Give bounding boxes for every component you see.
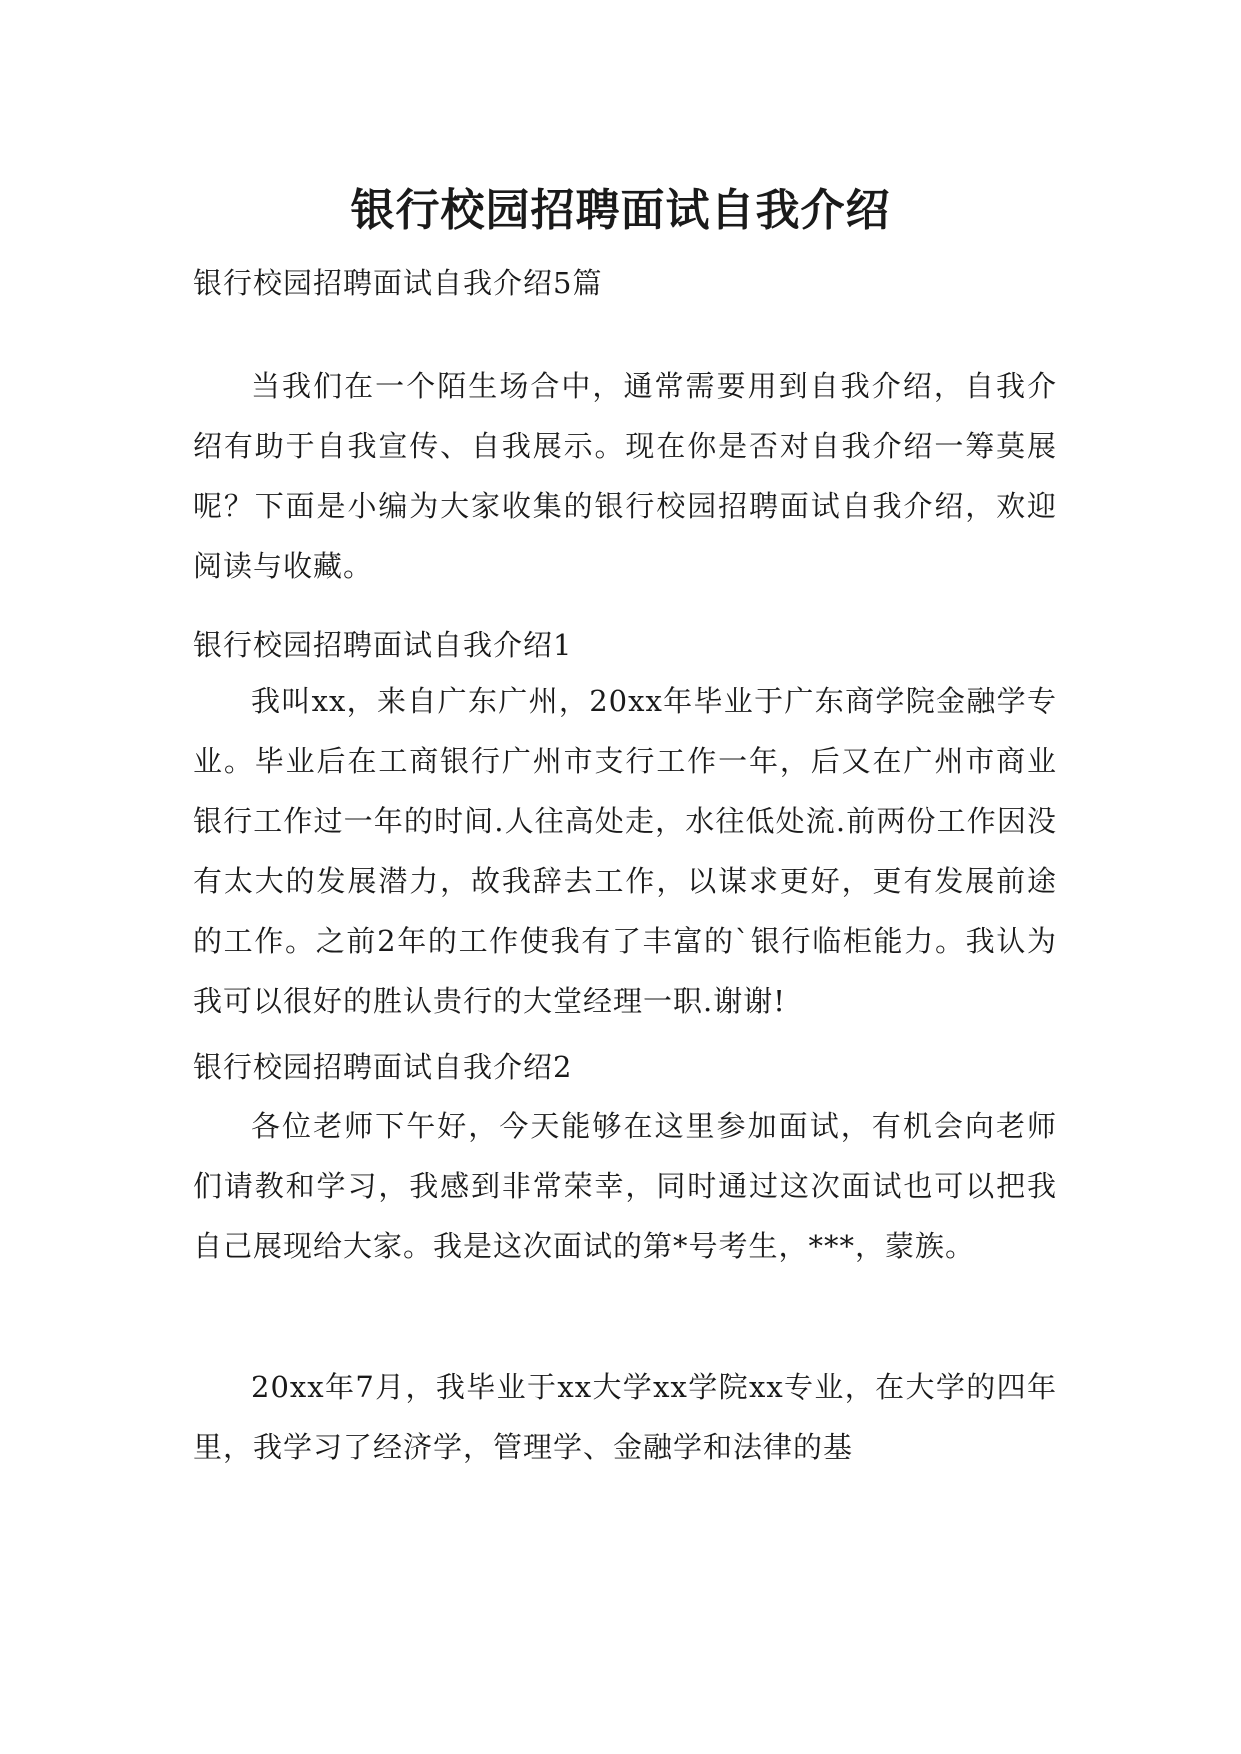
section-1-paragraph: 我叫xx，来自广东广州，20xx年毕业于广东商学院金融学专业。毕业后在工商银行广州市支行工作一年，后又在广州市商业银行工作过一年的时间.人往高处走，水往低处流.前两份工作因没有太大的发展潜力，故我辞去工作，以谋求更好，更有发展前途的工作。之前2年的工作使我有了丰富的`银行临柜能力。我认为我可以很好的胜认贵行的大堂经理一职.谢谢!	[193, 684, 1057, 1018]
section-2-paragraph-1: 各位老师下午好，今天能够在这里参加面试，有机会向老师们请教和学习，我感到非常荣幸，同时通过这次面试也可以把我自己展现给大家。我是这次面试的第*号考生，***，蒙族。	[193, 1109, 1057, 1263]
document-title: 银行校园招聘面试自我介绍	[350, 185, 891, 237]
document-subtitle: 银行校园招聘面试自我介绍5篇	[193, 266, 603, 300]
section-2-heading: 银行校园招聘面试自我介绍2	[193, 1050, 573, 1084]
section-1-heading: 银行校园招聘面试自我介绍1	[193, 628, 573, 662]
intro-paragraph: 当我们在一个陌生场合中，通常需要用到自我介绍，自我介绍有助于自我宣传、自我展示。现在你是否对自我介绍一筹莫展呢？下面是小编为大家收集的银行校园招聘面试自我介绍，欢迎阅读与收藏。	[193, 369, 1057, 583]
section-2-paragraph-2: 20xx年7月，我毕业于xx大学xx学院xx专业，在大学的四年里，我学习了经济学，管理学、金融学和法律的基	[193, 1370, 1057, 1464]
